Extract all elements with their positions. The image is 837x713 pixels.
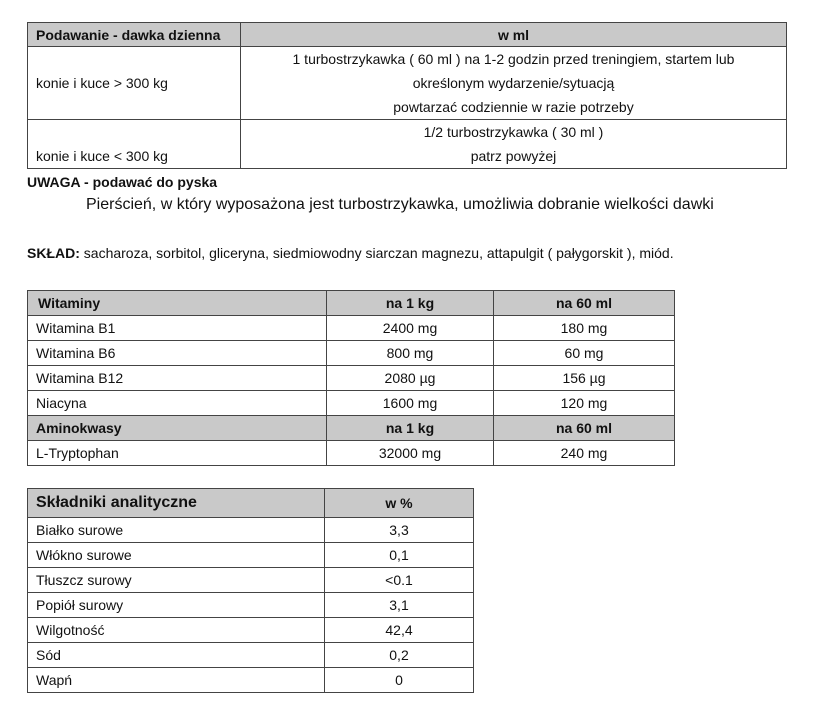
vitamins-table (27, 290, 675, 466)
warning-text: UWAGA - podawać do pyska (27, 174, 218, 190)
vitamin-per-60ml: 156 µg (494, 366, 675, 391)
analytical-value: 0 (325, 668, 474, 693)
vitamin-name: Witamina B12 (28, 366, 327, 391)
analytical-value: <0.1 (325, 568, 474, 593)
dose-ring-note: Pierścień, w który wyposażona jest turbostrzykawka, umożliwia dobranie wielkości dawki (86, 196, 714, 213)
composition (27, 245, 674, 261)
analytical-table (27, 488, 474, 693)
vitamins-header-per-kg: na 1 kg (327, 291, 494, 316)
table-row (28, 643, 474, 668)
dosage-header-label: Podawanie - dawka dzienna (28, 23, 241, 47)
composition-label: SKŁAD: (27, 245, 80, 261)
table-row (28, 518, 474, 543)
vitamin-per-60ml: 120 mg (494, 391, 675, 416)
dosage-line: 1/2 turbostrzykawka ( 30 ml ) (423, 124, 604, 140)
vitamin-per-kg: 1600 mg (327, 391, 494, 416)
table-row (28, 316, 675, 341)
table-row (28, 593, 474, 618)
dosage-row-label: konie i kuce > 300 kg (28, 47, 241, 120)
analytical-name: Włókno surowe (28, 543, 325, 568)
analytical-name: Białko surowe (28, 518, 325, 543)
dosage-line: 1 turbostrzykawka ( 60 ml ) na 1-2 godzin przed treningiem, startem lub (292, 51, 735, 67)
analytical-header-name: Składniki analityczne (28, 489, 325, 518)
analytical-name: Popiół surowy (28, 593, 325, 618)
amino-header-per-60ml: na 60 ml (494, 416, 675, 441)
vitamin-per-kg: 2080 µg (327, 366, 494, 391)
amino-header-name: Aminokwasy (28, 416, 327, 441)
vitamin-per-kg: 800 mg (327, 341, 494, 366)
table-row (28, 366, 675, 391)
analytical-name: Tłuszcz surowy (28, 568, 325, 593)
dosage-line: określonym wydarzenie/sytuacją (412, 75, 615, 91)
table-row (28, 568, 474, 593)
table-row (28, 391, 675, 416)
table-row (28, 618, 474, 643)
amino-name: L-Tryptophan (28, 441, 327, 466)
analytical-name: Wapń (28, 668, 325, 693)
analytical-name: Wilgotność (28, 618, 325, 643)
vitamin-per-60ml: 60 mg (494, 341, 675, 366)
analytical-value: 42,4 (325, 618, 474, 643)
analytical-value: 3,3 (325, 518, 474, 543)
amino-per-60ml: 240 mg (494, 441, 675, 466)
analytical-value: 0,1 (325, 543, 474, 568)
composition-text: sacharoza, sorbitol, gliceryna, siedmiowodny siarczan magnezu, attapulgit ( pałygorskit ), miód. (79, 245, 674, 261)
analytical-value: 0,2 (325, 643, 474, 668)
dosage-row-label: konie i kuce < 300 kg (28, 120, 241, 169)
vitamin-name: Witamina B1 (28, 316, 327, 341)
analytical-name: Sód (28, 643, 325, 668)
table-row (28, 543, 474, 568)
vitamin-name: Niacyna (28, 391, 327, 416)
vitamin-per-60ml: 180 mg (494, 316, 675, 341)
amino-per-kg: 32000 mg (327, 441, 494, 466)
vitamin-per-kg: 2400 mg (327, 316, 494, 341)
table-row (28, 668, 474, 693)
dosage-row-value (241, 47, 787, 120)
amino-header-per-kg: na 1 kg (327, 416, 494, 441)
analytical-header-percent: w % (325, 489, 474, 518)
analytical-value: 3,1 (325, 593, 474, 618)
vitamins-header-name: Witaminy (28, 291, 327, 316)
dosage-line: powtarzać codziennie w razie potrzeby (393, 99, 634, 115)
dosage-table (27, 22, 787, 169)
dosage-line: patrz powyżej (470, 148, 557, 164)
dosage-row-value (241, 120, 787, 169)
dosage-header-unit: w ml (241, 23, 787, 47)
vitamins-header-per-60ml: na 60 ml (494, 291, 675, 316)
table-row (28, 441, 675, 466)
table-row (28, 341, 675, 366)
vitamin-name: Witamina B6 (28, 341, 327, 366)
